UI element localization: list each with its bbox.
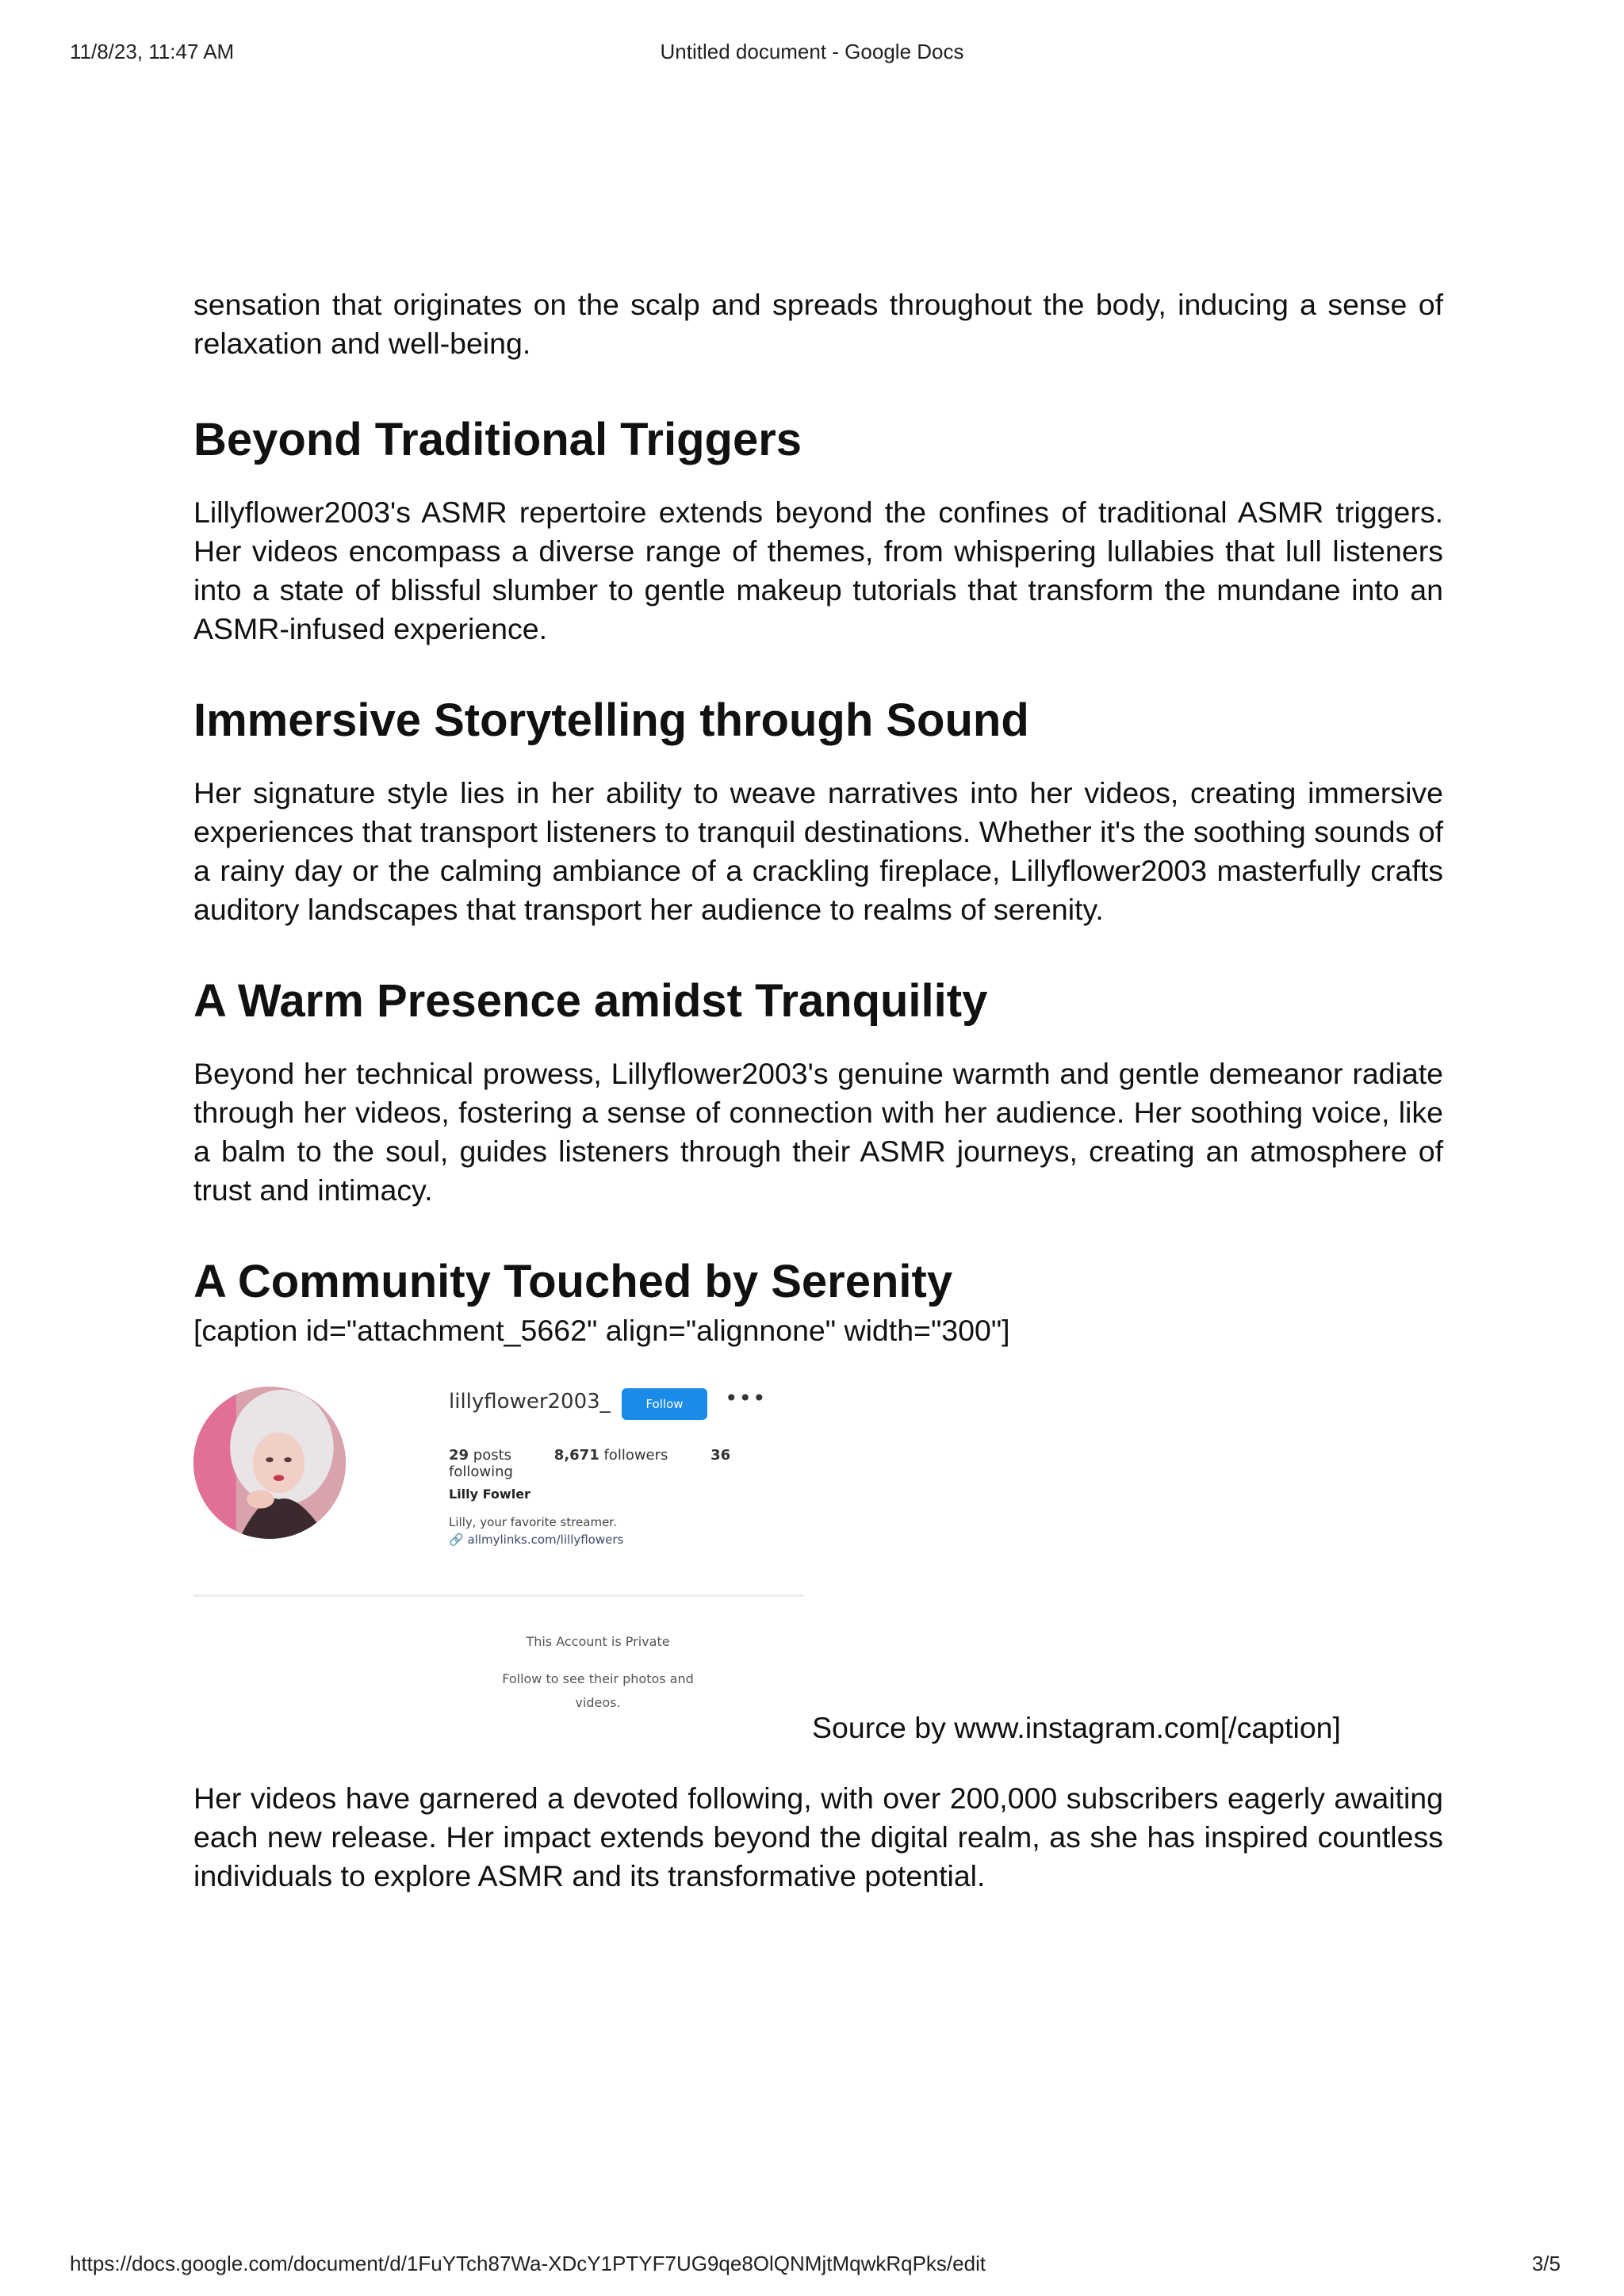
- link-icon: 🔗: [449, 1533, 464, 1547]
- private-account-subtitle: Follow to see their photos and videos.: [502, 1671, 694, 1710]
- profile-stats: [449, 1447, 804, 1480]
- private-account-title: This Account is Private: [526, 1634, 670, 1649]
- print-page-number: 3/5: [1531, 2252, 1561, 2275]
- profile-bio: Lilly, your favorite streamer.: [449, 1515, 617, 1529]
- followers-label: followers: [603, 1447, 668, 1464]
- section-paragraph-warm-presence: Beyond her technical prowess, Lillyflower2003's genuine warmth and gentle demeanor radiate through her videos, fostering a sense of connection with her audience. Her soothing voice, like a balm to the soul, guides listeners through their ASMR journeys, creating an atmosphere of trust and intimacy.: [193, 1057, 1443, 1207]
- posts-stat: [449, 1447, 511, 1464]
- section-paragraph-beyond-traditional-triggers: Lillyflower2003's ASMR repertoire extends beyond the confines of traditional ASMR triggers. Her videos encompass a diverse range of themes, from whispering lullabies that lull listeners into a state of blissful slumber to gentle makeup tutorials that transform the mundane into an ASMR-infused experience.: [193, 496, 1443, 645]
- posts-label: posts: [473, 1447, 512, 1464]
- section-heading-immersive-storytelling: Immersive Storytelling through Sound: [193, 695, 1029, 746]
- posts-count: 29: [449, 1447, 469, 1464]
- print-datetime: 11/8/23, 11:47 AM: [70, 40, 235, 63]
- profile-link: [449, 1533, 623, 1547]
- profile-divider: [193, 1594, 804, 1597]
- avatar-portrait-icon: [193, 1387, 346, 1539]
- follow-button[interactable]: Follow: [622, 1388, 707, 1420]
- section-heading-beyond-traditional-triggers: Beyond Traditional Triggers: [193, 414, 802, 465]
- image-source-caption: Source by www.instagram.com[/caption]: [812, 1711, 1341, 1744]
- profile-avatar: [193, 1387, 346, 1539]
- profile-link-text: allmylinks.com/lillyflowers: [467, 1533, 624, 1547]
- followers-count: 8,671: [553, 1447, 599, 1464]
- following-count: 36: [710, 1447, 731, 1464]
- followers-stat: [554, 1447, 668, 1464]
- print-doc-title: Untitled document - Google Docs: [660, 40, 964, 63]
- print-url: https://docs.google.com/document/d/1FuYTch87Wa-XDcY1PTYF7UG9qe8OlQNMjtMqwkRqPks/edit: [70, 2252, 986, 2275]
- section-heading-community: A Community Touched by Serenity: [193, 1256, 953, 1307]
- more-options-icon[interactable]: •••: [725, 1385, 767, 1411]
- section-heading-warm-presence: A Warm Presence amidst Tranquility: [193, 975, 988, 1027]
- instagram-username: lillyflower2003_: [449, 1390, 611, 1414]
- section-paragraph-community: Her videos have garnered a devoted following, with over 200,000 subscribers eagerly awaiting each new release. Her impact extends beyond the digital realm, as she has inspired countless individuals to explore ASMR and its transformative potential.: [193, 1781, 1443, 1892]
- intro-paragraph: sensation that originates on the scalp and spreads throughout the body, inducing a sense of relaxation and well-being.: [193, 288, 1443, 360]
- profile-display-name: Lilly Fowler: [449, 1487, 530, 1502]
- section-paragraph-immersive-storytelling: Her signature style lies in her ability to weave narratives into her videos, creating immersive experiences that transport listeners to tranquil destinations. Whether it's the soothing sounds of a rainy day or the calming ambiance of a crackling fireplace, Lillyflower2003 masterfully crafts auditory landscapes that transport her audience to realms of serenity.: [193, 776, 1443, 926]
- caption-shortcode: [caption id="attachment_5662" align="alignnone" width="300"]: [193, 1314, 1010, 1347]
- instagram-profile-image: [193, 1379, 804, 1743]
- following-label: following: [449, 1464, 513, 1480]
- document-body: [193, 285, 1443, 1896]
